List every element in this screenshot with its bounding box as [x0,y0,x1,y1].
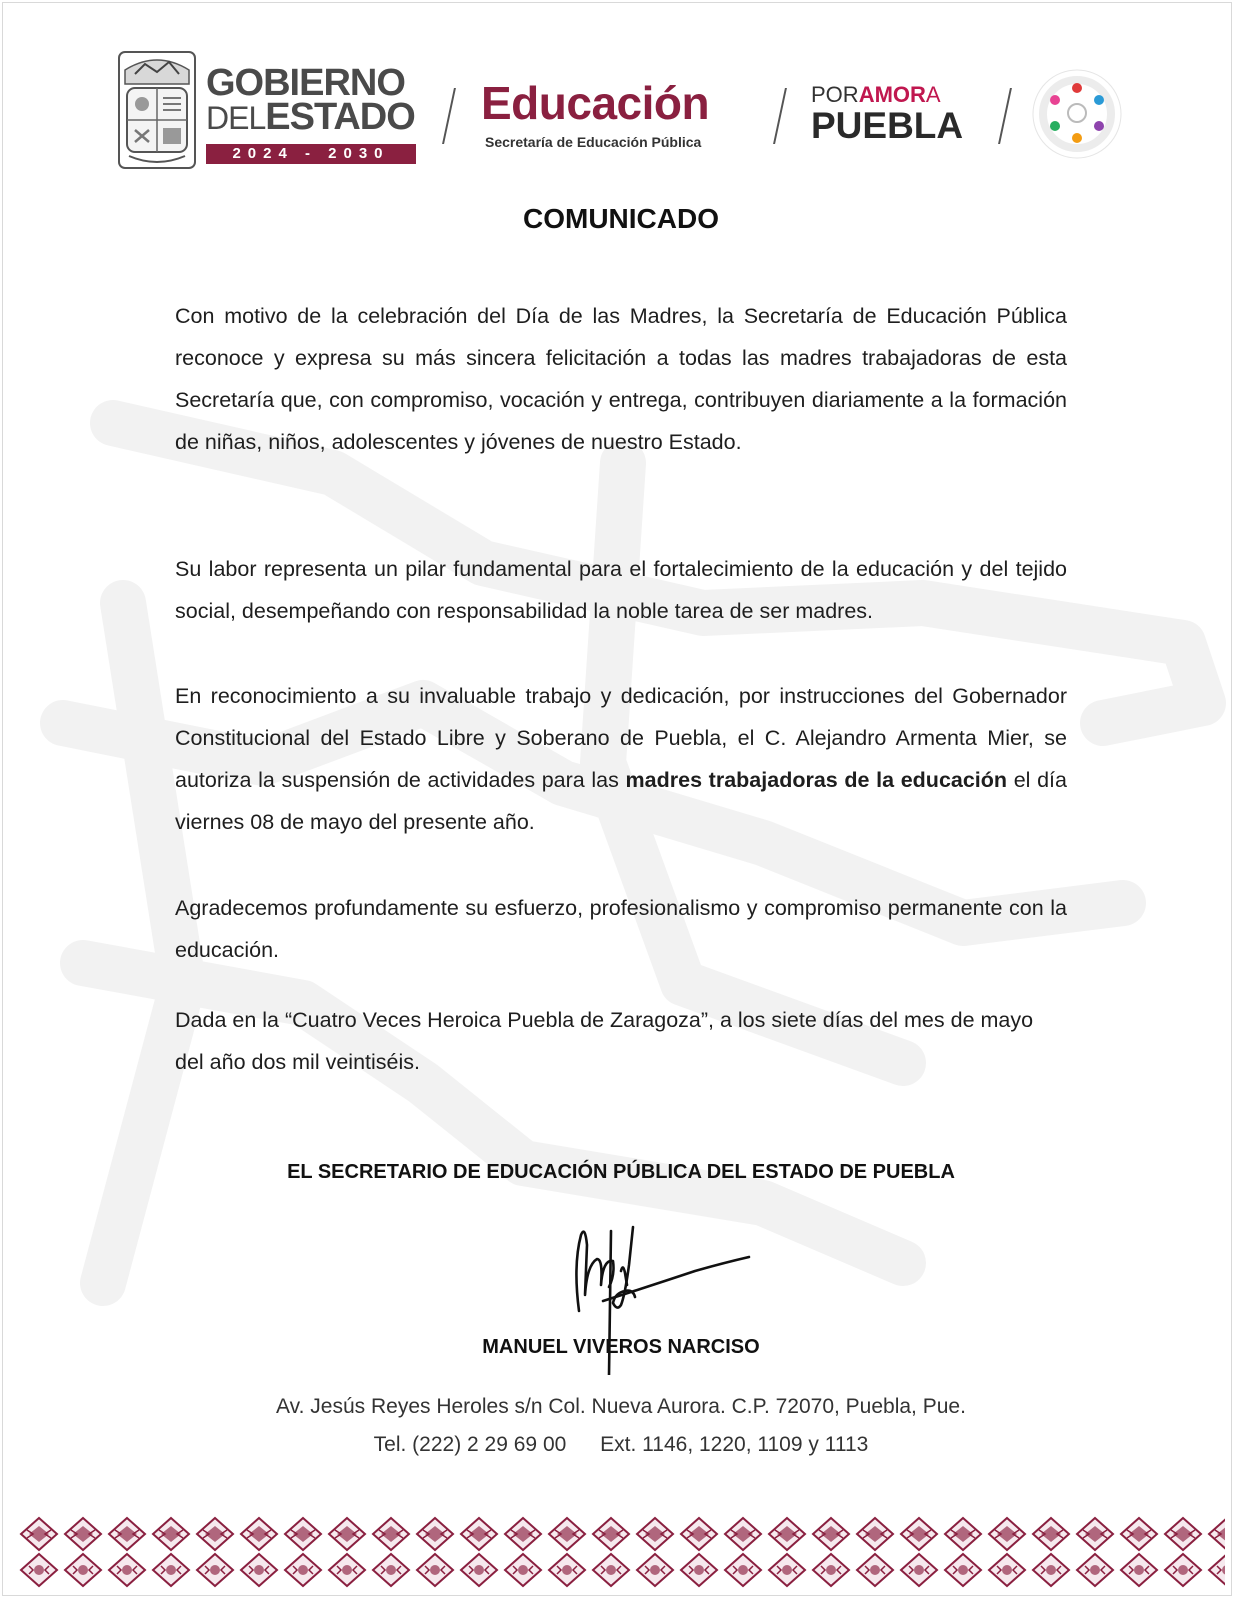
amor-word: AMOR [858,82,926,107]
educacion-title: Educación [481,77,710,129]
norma-logo-text [3,48,4,49]
paragraph-3-text [175,675,1067,843]
paragraph-5 [175,999,1067,1083]
decorative-border-pattern [17,1516,1225,1588]
gobierno-word: GOBIERNO [206,62,405,104]
gobierno-del-estado-logo [206,62,420,164]
paragraph-2 [175,548,1067,632]
header-separator [773,88,787,144]
footer-phone: Tel. (222) 2 29 69 00 [373,1433,567,1456]
footer-extensions: Ext. 1146, 1220, 1109 y 1113 [600,1433,869,1456]
paragraph-1 [175,295,1067,463]
del-word: DEL [206,100,266,136]
paragraph-1-text: Con motivo de la celebración del Día de las Madres, la Secretaría de Educación Pública reconoce y expresa su más sincera felicitación a todas las madres trabajadoras de esta Secretaría que, con compromiso, vocación y entrega, contribuyen diariamente a la formación de niñas, niños, adolescentes y jóvenes de nuestro Estado. [175,304,1067,454]
paragraph-4-text: Agradecemos profundamente su esfuerzo, profesionalismo y compromiso permanente con la educación. [175,896,1067,962]
document-title: COMUNICADO [523,203,719,234]
footer-contact [3,1433,1232,1457]
paragraph-3-bold: madres trabajadoras de la educación [625,768,1008,792]
coat-of-arms-icon [115,50,199,172]
header-separator [442,88,456,144]
por-word: POR [811,82,859,107]
a-word: A [925,82,941,107]
paragraph-3-part2: el día viernes 08 de mayo del presente año. [175,768,1067,834]
norma-igualdad-logo [1029,66,1125,162]
header-separator [998,88,1012,144]
paragraph-4 [175,887,1067,971]
paragraph-5-text: Dada en la “Cuatro Veces Heroica Puebla de Zaragoza”, a los siete días del mes de mayo del año dos mil veintiséis. [175,1008,1034,1074]
puebla-word: PUEBLA [811,105,964,146]
paragraph-3-part1: En reconocimiento a su invaluable trabajo y dedicación, por instrucciones del Gobernador Constitucional del Estado Libre y Soberano de Puebla, el C. Alejandro Armenta Mier, se autoriza la suspensión de actividades para las [175,684,1067,792]
estado-word: ESTADO [265,96,415,138]
document-page [2,2,1232,1596]
period-years: 2024 - 2030 [206,144,416,164]
paragraph-3 [175,675,1067,843]
letterhead [3,48,1232,178]
signer-name: MANUEL VIVEROS NARCISO [482,1336,760,1358]
footer-address: Av. Jesús Reyes Heroles s/n Col. Nueva Aurora. C.P. 72070, Puebla, Pue. [276,1395,966,1418]
educacion-subtitle: Secretaría de Educación Pública [485,134,702,150]
paragraph-2-text: Su labor representa un pilar fundamental para el fortalecimiento de la educación y del tejido social, desempeñando con responsabilidad la noble tarea de ser madres. [175,557,1067,623]
del-estado-line [206,96,420,142]
por-amor-a-puebla-logo [811,82,963,144]
signatory-title: EL SECRETARIO DE EDUCACIÓN PÚBLICA DEL ESTADO DE PUEBLA [287,1161,955,1183]
